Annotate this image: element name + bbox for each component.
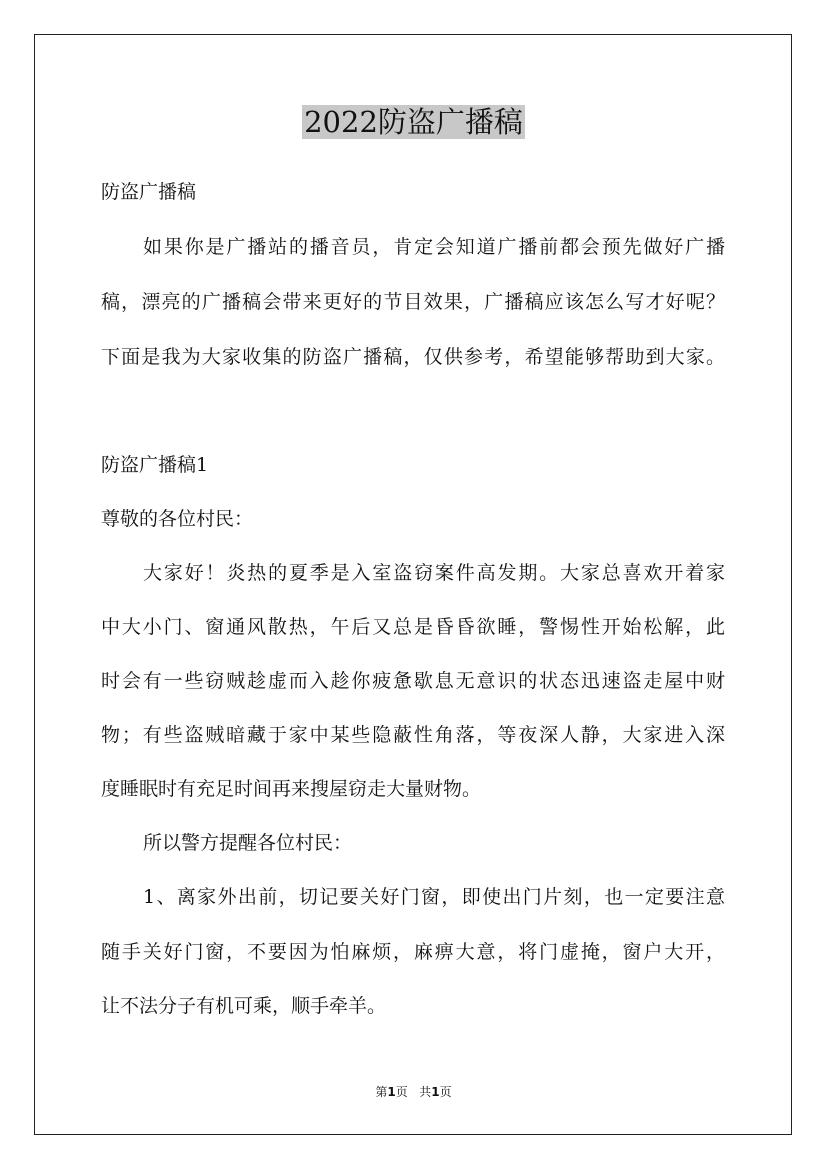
- paragraph1-line-2: 中大小门、窗通风散热，午后又总是昏昏欲睡，警惕性开始松解，此: [101, 616, 725, 638]
- intro-line-1: 如果你是广播站的播音员，肯定会知道广播前都会预先做好广播: [143, 236, 725, 258]
- document-subtitle: 防盗广播稿: [101, 181, 197, 203]
- footer-page-suffix: 页: [395, 1085, 408, 1099]
- paragraph1-line-1: 大家好！炎热的夏季是入室盗窃案件高发期。大家总喜欢开着家: [143, 562, 725, 584]
- salutation: 尊敬的各位村民：: [101, 508, 254, 530]
- paragraph1-line-3: 时会有一些窃贼趁虚而入趁你疲惫歇息无意识的状态迅速盗走屋中财: [101, 670, 725, 692]
- item1-line-3: 让不法分子有机可乘，顺手牵羊。: [101, 995, 387, 1017]
- footer-total-prefix: 共: [419, 1085, 432, 1099]
- paragraph1-line-5: 度睡眠时有充足时间再来搜屋窃走大量财物。: [101, 778, 482, 800]
- document-title: [0, 100, 827, 144]
- paragraph1-line-4: 物；有些盗贼暗藏于家中某些隐蔽性角落，等夜深人静，大家进入深: [101, 724, 725, 746]
- page-footer: [0, 1084, 827, 1100]
- document-title-text: 2022防盗广播稿: [304, 105, 523, 139]
- intro-line-3: 下面是我为大家收集的防盗广播稿，仅供参考，希望能够帮助到大家。: [101, 346, 725, 368]
- footer-total-number: 1: [431, 1085, 440, 1099]
- footer-page-prefix: 第: [375, 1085, 388, 1099]
- section-heading: 防盗广播稿1: [101, 454, 209, 476]
- intro-line-2: 稿，漂亮的广播稿会带来更好的节目效果，广播稿应该怎么写才好呢？: [101, 291, 725, 313]
- paragraph2: 所以警方提醒各位村民：: [143, 832, 353, 854]
- item1-line-2: 随手关好门窗，不要因为怕麻烦，麻痹大意，将门虚掩，窗户大开，: [101, 941, 725, 963]
- footer-page-number: 1: [387, 1085, 396, 1099]
- item1-line-1: 1、离家外出前，切记要关好门窗，即使出门片刻，也一定要注意: [143, 886, 725, 908]
- footer-total-suffix: 页: [439, 1085, 452, 1099]
